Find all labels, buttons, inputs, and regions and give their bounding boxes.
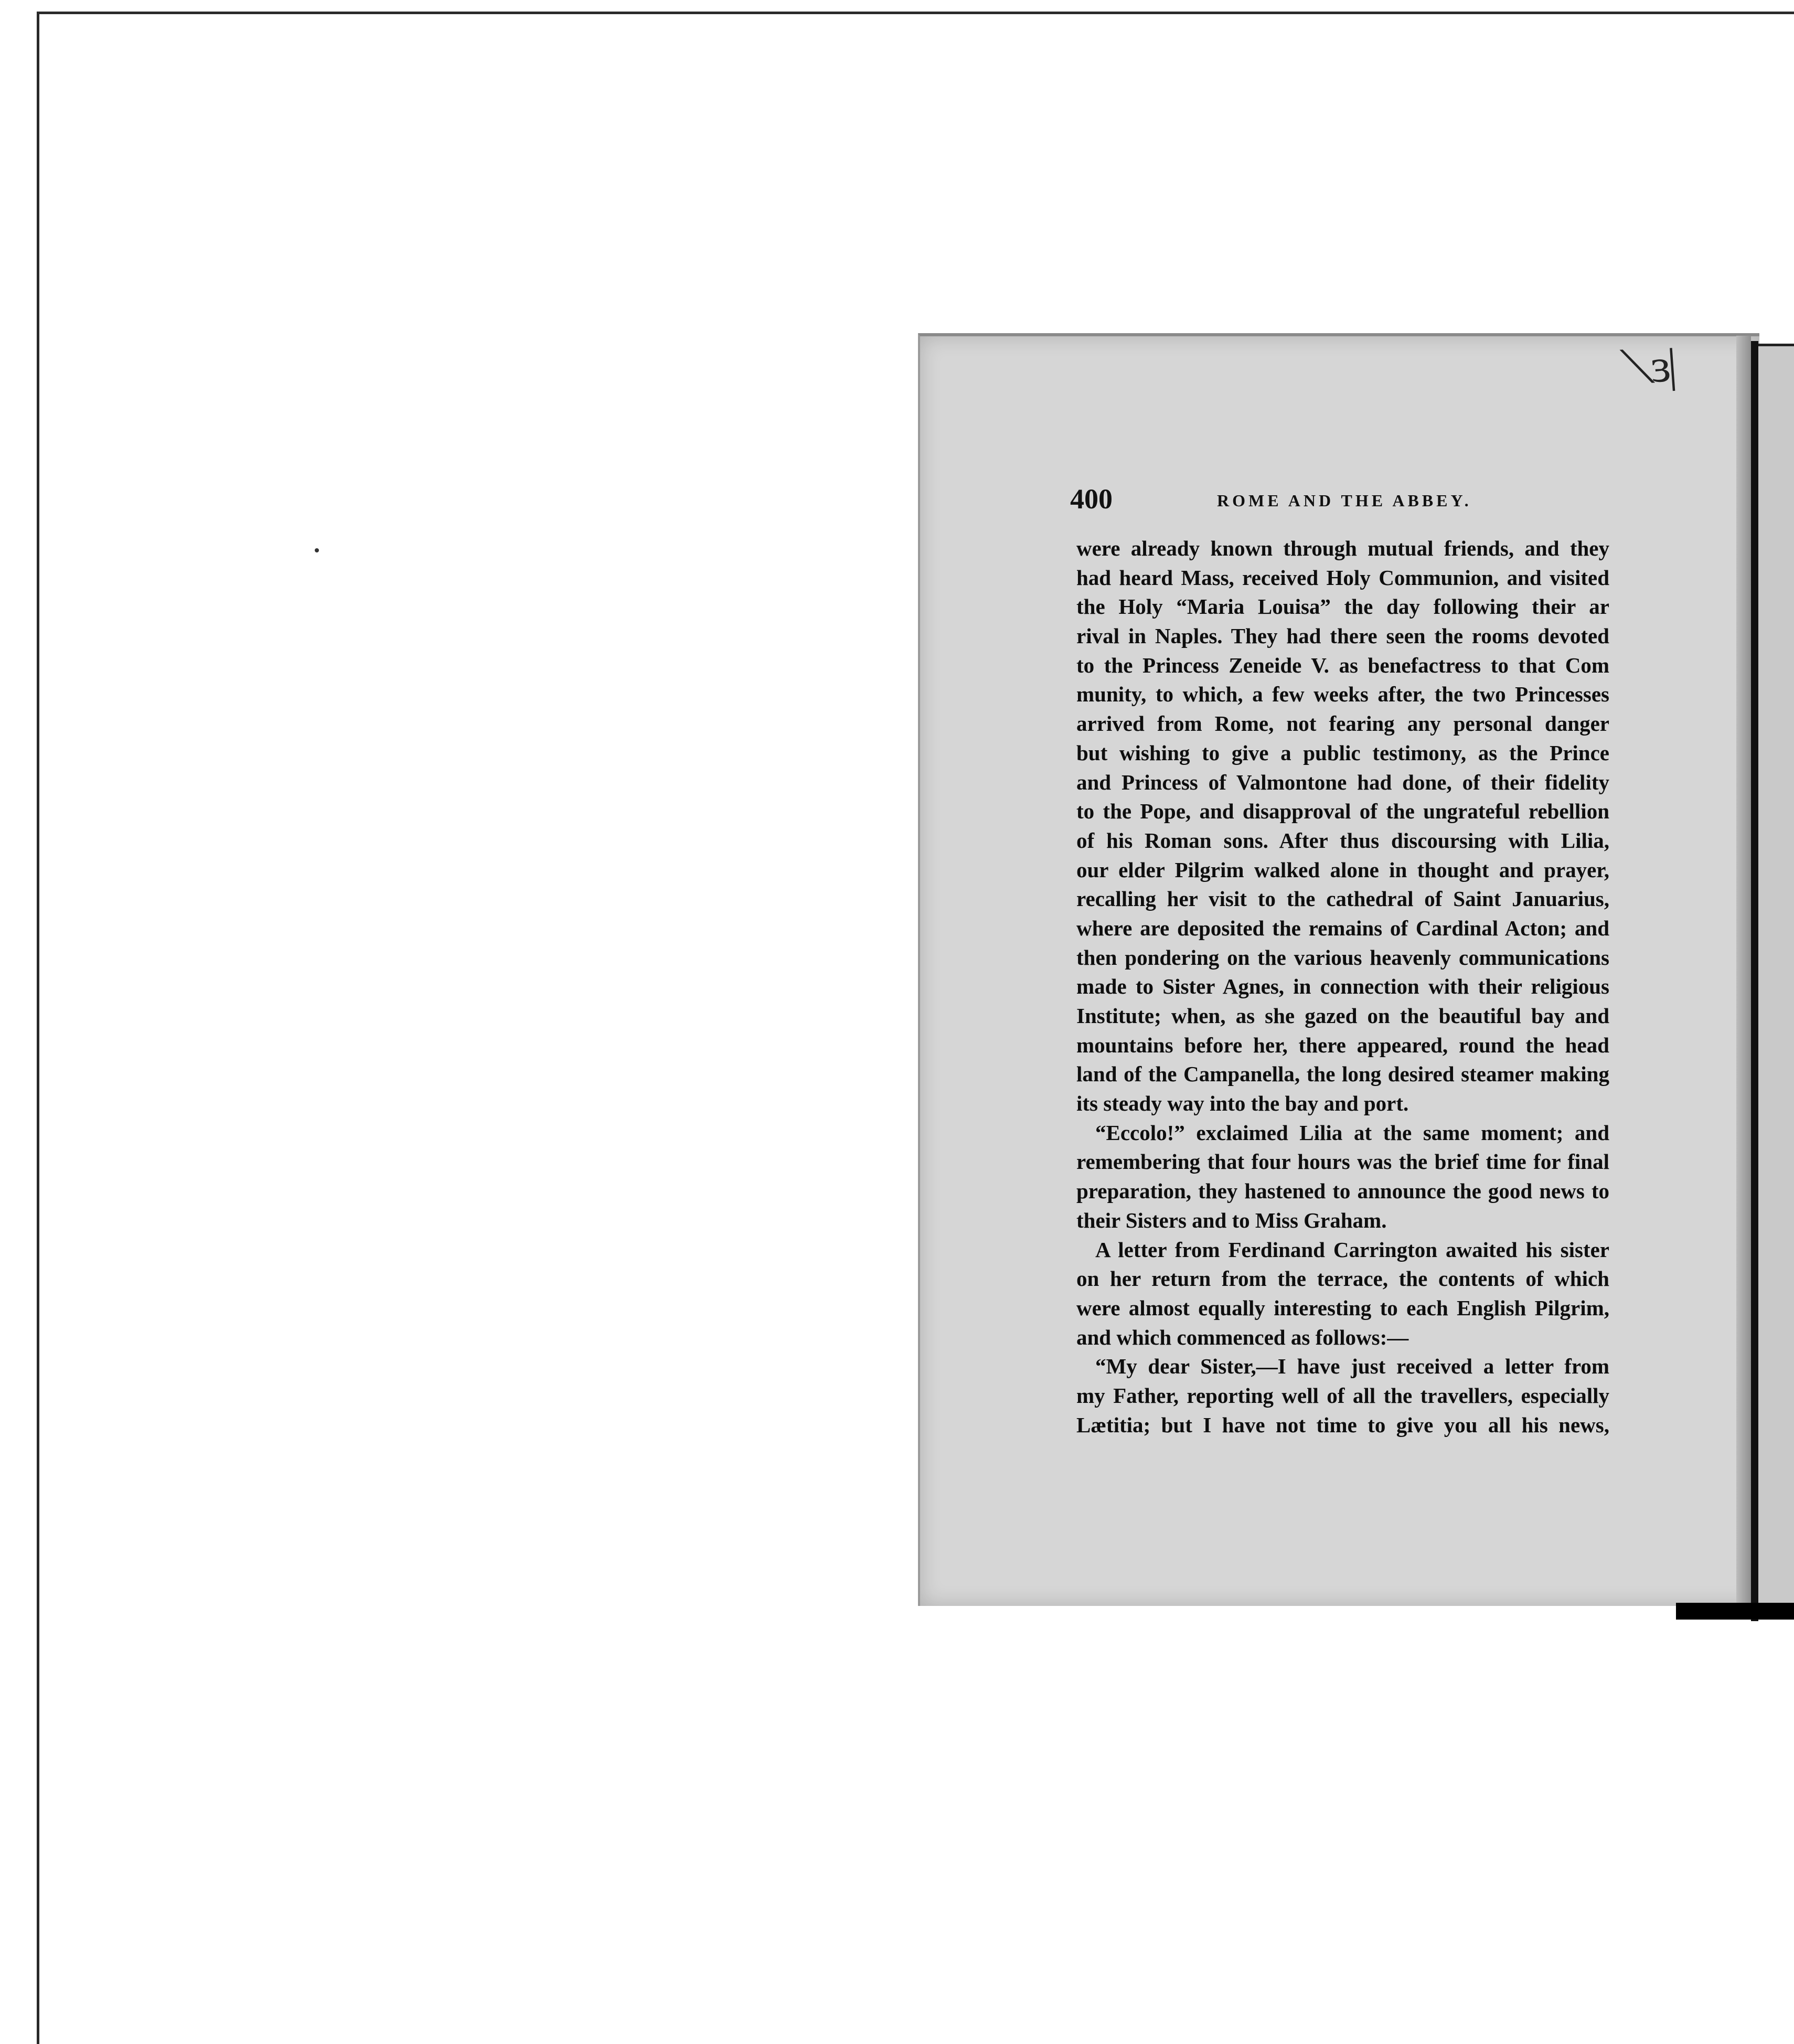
running-head-title: ROME AND THE ABBEY. — [1217, 491, 1472, 510]
text-line: mountains before her, there appeared, round the head — [1076, 1032, 1609, 1057]
text-line: its steady way into the bay and port. — [1076, 1091, 1409, 1116]
book-spine-edge — [1751, 341, 1758, 1621]
text-line: to the Pope, and disapproval of the ungrateful rebellion — [1076, 799, 1609, 824]
text-line: but wishing to give a public testimony, as the Prince — [1076, 740, 1609, 765]
scan-frame-top-edge — [37, 12, 1794, 14]
text-line: and Princess of Valmontone had done, of their fidelity — [1076, 770, 1609, 794]
text-line: to the Princess Zeneide V. as benefactress to that Com — [1076, 653, 1609, 677]
text-line: their Sisters and to Miss Graham. — [1076, 1208, 1387, 1232]
text-line: arrived from Rome, not fearing any personal danger — [1076, 711, 1609, 736]
text-line: on her return from the terrace, the contents of which — [1076, 1266, 1609, 1291]
text-line: of his Roman sons. After thus discoursing with Lilia, — [1076, 828, 1609, 853]
text-line: preparation, they hastened to announce the good news to — [1076, 1179, 1609, 1204]
text-line: recalling her visit to the cathedral of Saint Januarius, — [1076, 887, 1609, 911]
page-number: 400 — [1070, 483, 1113, 515]
running-head — [1070, 483, 1616, 514]
facing-page-edge — [1758, 344, 1794, 1605]
scan-speck — [315, 548, 319, 552]
text-line: munity, to which, a few weeks after, the two Princesses — [1076, 682, 1609, 707]
text-line: land of the Campanella, the long desired steamer making — [1076, 1062, 1609, 1087]
text-line: remembering that four hours was the brief time for final — [1076, 1149, 1609, 1174]
text-line: where are deposited the remains of Cardinal Acton; and — [1076, 915, 1609, 940]
text-line: “Eccolo!” exclaimed Lilia at the same moment; and — [1095, 1120, 1609, 1145]
text-line: made to Sister Agnes, in connection with their religious — [1076, 974, 1609, 999]
body-text — [1076, 534, 1609, 1440]
page-corner-mark: ⟍ɜ| — [1619, 339, 1676, 395]
text-line: “My dear Sister,—I have just received a letter from — [1095, 1354, 1609, 1379]
text-line: then pondering on the various heavenly communications — [1076, 945, 1609, 970]
text-line: were already known through mutual friends, and they — [1076, 536, 1609, 560]
text-line: our elder Pilgrim walked alone in thought and prayer, — [1076, 857, 1609, 882]
page-gutter-shadow — [1736, 336, 1751, 1619]
text-line: and which commenced as follows:— — [1076, 1325, 1409, 1349]
text-line: Lætitia; but I have not time to give you all his news, — [1076, 1412, 1609, 1437]
scan-frame-left-edge — [37, 12, 39, 2044]
text-line: my Father, reporting well of all the travellers, especially — [1076, 1383, 1609, 1408]
text-line: the Holy “Maria Louisa” the day following their ar — [1076, 594, 1609, 619]
bottom-edge-bar — [1676, 1603, 1794, 1620]
text-line: had heard Mass, received Holy Communion, and visited — [1076, 565, 1609, 590]
text-line: rival in Naples. They had there seen the rooms devoted — [1076, 624, 1609, 648]
text-line: were almost equally interesting to each English Pilgrim, — [1076, 1295, 1609, 1320]
text-line: Institute; when, as she gazed on the beautiful bay and — [1076, 1004, 1609, 1028]
text-line: A letter from Ferdinand Carrington awaited his sister — [1095, 1237, 1609, 1262]
